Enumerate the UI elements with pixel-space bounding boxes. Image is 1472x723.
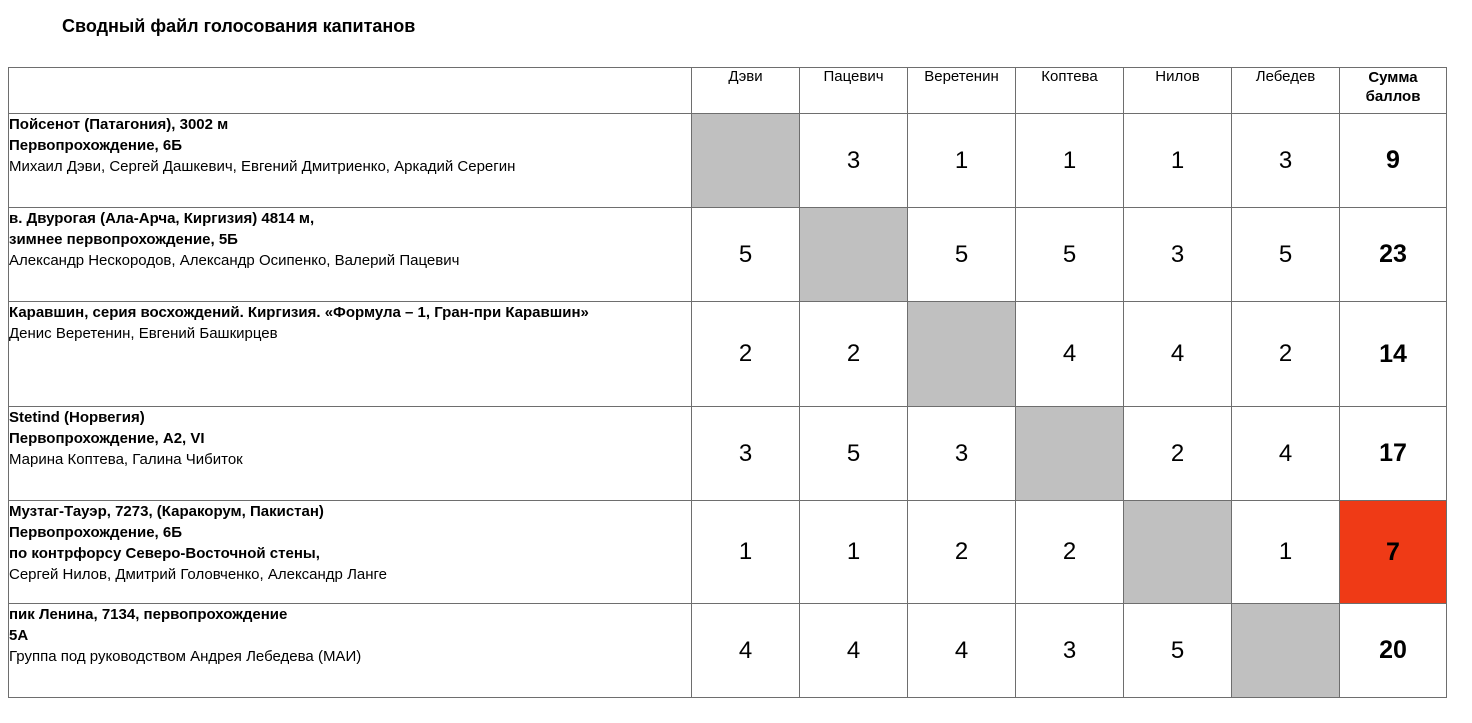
score-cell: 2 bbox=[1124, 407, 1232, 501]
route-description-line: Марина Коптева, Галина Чибиток bbox=[9, 451, 243, 468]
score-cell: 2 bbox=[800, 302, 908, 407]
self-vote-cell bbox=[1124, 501, 1232, 604]
route-description-line: Первопрохождение, 6Б bbox=[9, 524, 182, 541]
score-cell: 5 bbox=[800, 407, 908, 501]
voting-table bbox=[8, 67, 1447, 698]
route-description-line: Каравшин, серия восхождений. Киргизия. «Формула – 1, Гран-при Каравшин» bbox=[9, 304, 589, 321]
score-cell: 5 bbox=[1016, 208, 1124, 302]
table-row bbox=[9, 407, 1447, 501]
route-description-line: Группа под руководством Андрея Лебедева (МАИ) bbox=[9, 648, 362, 665]
route-description-cell bbox=[9, 208, 692, 302]
column-header: Дэви bbox=[692, 68, 800, 114]
sum-cell: 20 bbox=[1340, 604, 1447, 698]
sum-column-header bbox=[1340, 68, 1447, 114]
self-vote-cell bbox=[800, 208, 908, 302]
score-cell: 4 bbox=[1016, 302, 1124, 407]
column-header: Пацевич bbox=[800, 68, 908, 114]
route-description-cell bbox=[9, 604, 692, 698]
score-cell: 1 bbox=[800, 501, 908, 604]
route-description-line: Stetind (Норвегия) bbox=[9, 409, 145, 426]
sum-cell: 9 bbox=[1340, 114, 1447, 208]
route-description-line: Михаил Дэви, Сергей Дашкевич, Евгений Дмитриенко, Аркадий Серегин bbox=[9, 158, 516, 175]
sum-cell: 17 bbox=[1340, 407, 1447, 501]
score-cell: 1 bbox=[1124, 114, 1232, 208]
self-vote-cell bbox=[1232, 604, 1340, 698]
column-header: Лебедев bbox=[1232, 68, 1340, 114]
score-cell: 4 bbox=[1232, 407, 1340, 501]
column-header: Коптева bbox=[1016, 68, 1124, 114]
table-row bbox=[9, 501, 1447, 604]
route-description-line: Первопрохождение, 6Б bbox=[9, 137, 182, 154]
table-row bbox=[9, 604, 1447, 698]
table-row bbox=[9, 302, 1447, 407]
score-cell: 3 bbox=[692, 407, 800, 501]
self-vote-cell bbox=[1016, 407, 1124, 501]
score-cell: 2 bbox=[692, 302, 800, 407]
score-cell: 3 bbox=[908, 407, 1016, 501]
route-description-cell bbox=[9, 407, 692, 501]
score-cell: 4 bbox=[1124, 302, 1232, 407]
route-description-line: Пойсенот (Патагония), 3002 м bbox=[9, 116, 229, 133]
route-description-line: 5А bbox=[9, 627, 29, 644]
lowest-sum-cell: 7 bbox=[1340, 501, 1447, 604]
score-cell: 1 bbox=[1016, 114, 1124, 208]
route-description-line: Сергей Нилов, Дмитрий Головченко, Александр Ланге bbox=[9, 566, 388, 583]
score-cell: 5 bbox=[1232, 208, 1340, 302]
route-description-line: Александр Нескородов, Александр Осипенко, Валерий Пацевич bbox=[9, 252, 460, 269]
score-cell: 2 bbox=[1016, 501, 1124, 604]
document-title: Сводный файл голосования капитанов bbox=[62, 16, 416, 36]
route-description-cell bbox=[9, 501, 692, 604]
score-cell: 4 bbox=[908, 604, 1016, 698]
score-cell: 1 bbox=[1232, 501, 1340, 604]
route-description-line: Денис Веретенин, Евгений Башкирцев bbox=[9, 325, 278, 342]
score-cell: 2 bbox=[1232, 302, 1340, 407]
score-cell: 4 bbox=[692, 604, 800, 698]
score-cell: 5 bbox=[1124, 604, 1232, 698]
table-row bbox=[9, 208, 1447, 302]
sum-header-line: Сумма bbox=[1368, 69, 1418, 86]
route-description-line: Музтаг-Тауэр, 7273, (Каракорум, Пакистан) bbox=[9, 503, 324, 520]
score-cell: 3 bbox=[1232, 114, 1340, 208]
sum-header-line: баллов bbox=[1365, 88, 1421, 105]
self-vote-cell bbox=[908, 302, 1016, 407]
column-header: Нилов bbox=[1124, 68, 1232, 114]
score-cell: 5 bbox=[692, 208, 800, 302]
self-vote-cell bbox=[692, 114, 800, 208]
route-description-cell bbox=[9, 302, 692, 407]
route-description-line: по контрфорсу Северо-Восточной стены, bbox=[9, 545, 320, 562]
header-row bbox=[9, 68, 1447, 114]
score-cell: 1 bbox=[692, 501, 800, 604]
route-description-line: пик Ленина, 7134, первопрохождение bbox=[9, 606, 288, 623]
score-cell: 3 bbox=[1124, 208, 1232, 302]
score-cell: 2 bbox=[908, 501, 1016, 604]
header-empty-cell bbox=[9, 68, 692, 114]
score-cell: 3 bbox=[800, 114, 908, 208]
score-cell: 1 bbox=[908, 114, 1016, 208]
sum-cell: 23 bbox=[1340, 208, 1447, 302]
route-description-line: Первопрохождение, А2, VI bbox=[9, 430, 205, 447]
table-row bbox=[9, 114, 1447, 208]
route-description-cell bbox=[9, 114, 692, 208]
score-cell: 3 bbox=[1016, 604, 1124, 698]
sum-cell: 14 bbox=[1340, 302, 1447, 407]
route-description-line: зимнее первопрохождение, 5Б bbox=[9, 231, 238, 248]
route-description-line: в. Двурогая (Ала-Арча, Киргизия) 4814 м, bbox=[9, 210, 315, 227]
score-cell: 5 bbox=[908, 208, 1016, 302]
score-cell: 4 bbox=[800, 604, 908, 698]
column-header: Веретенин bbox=[908, 68, 1016, 114]
